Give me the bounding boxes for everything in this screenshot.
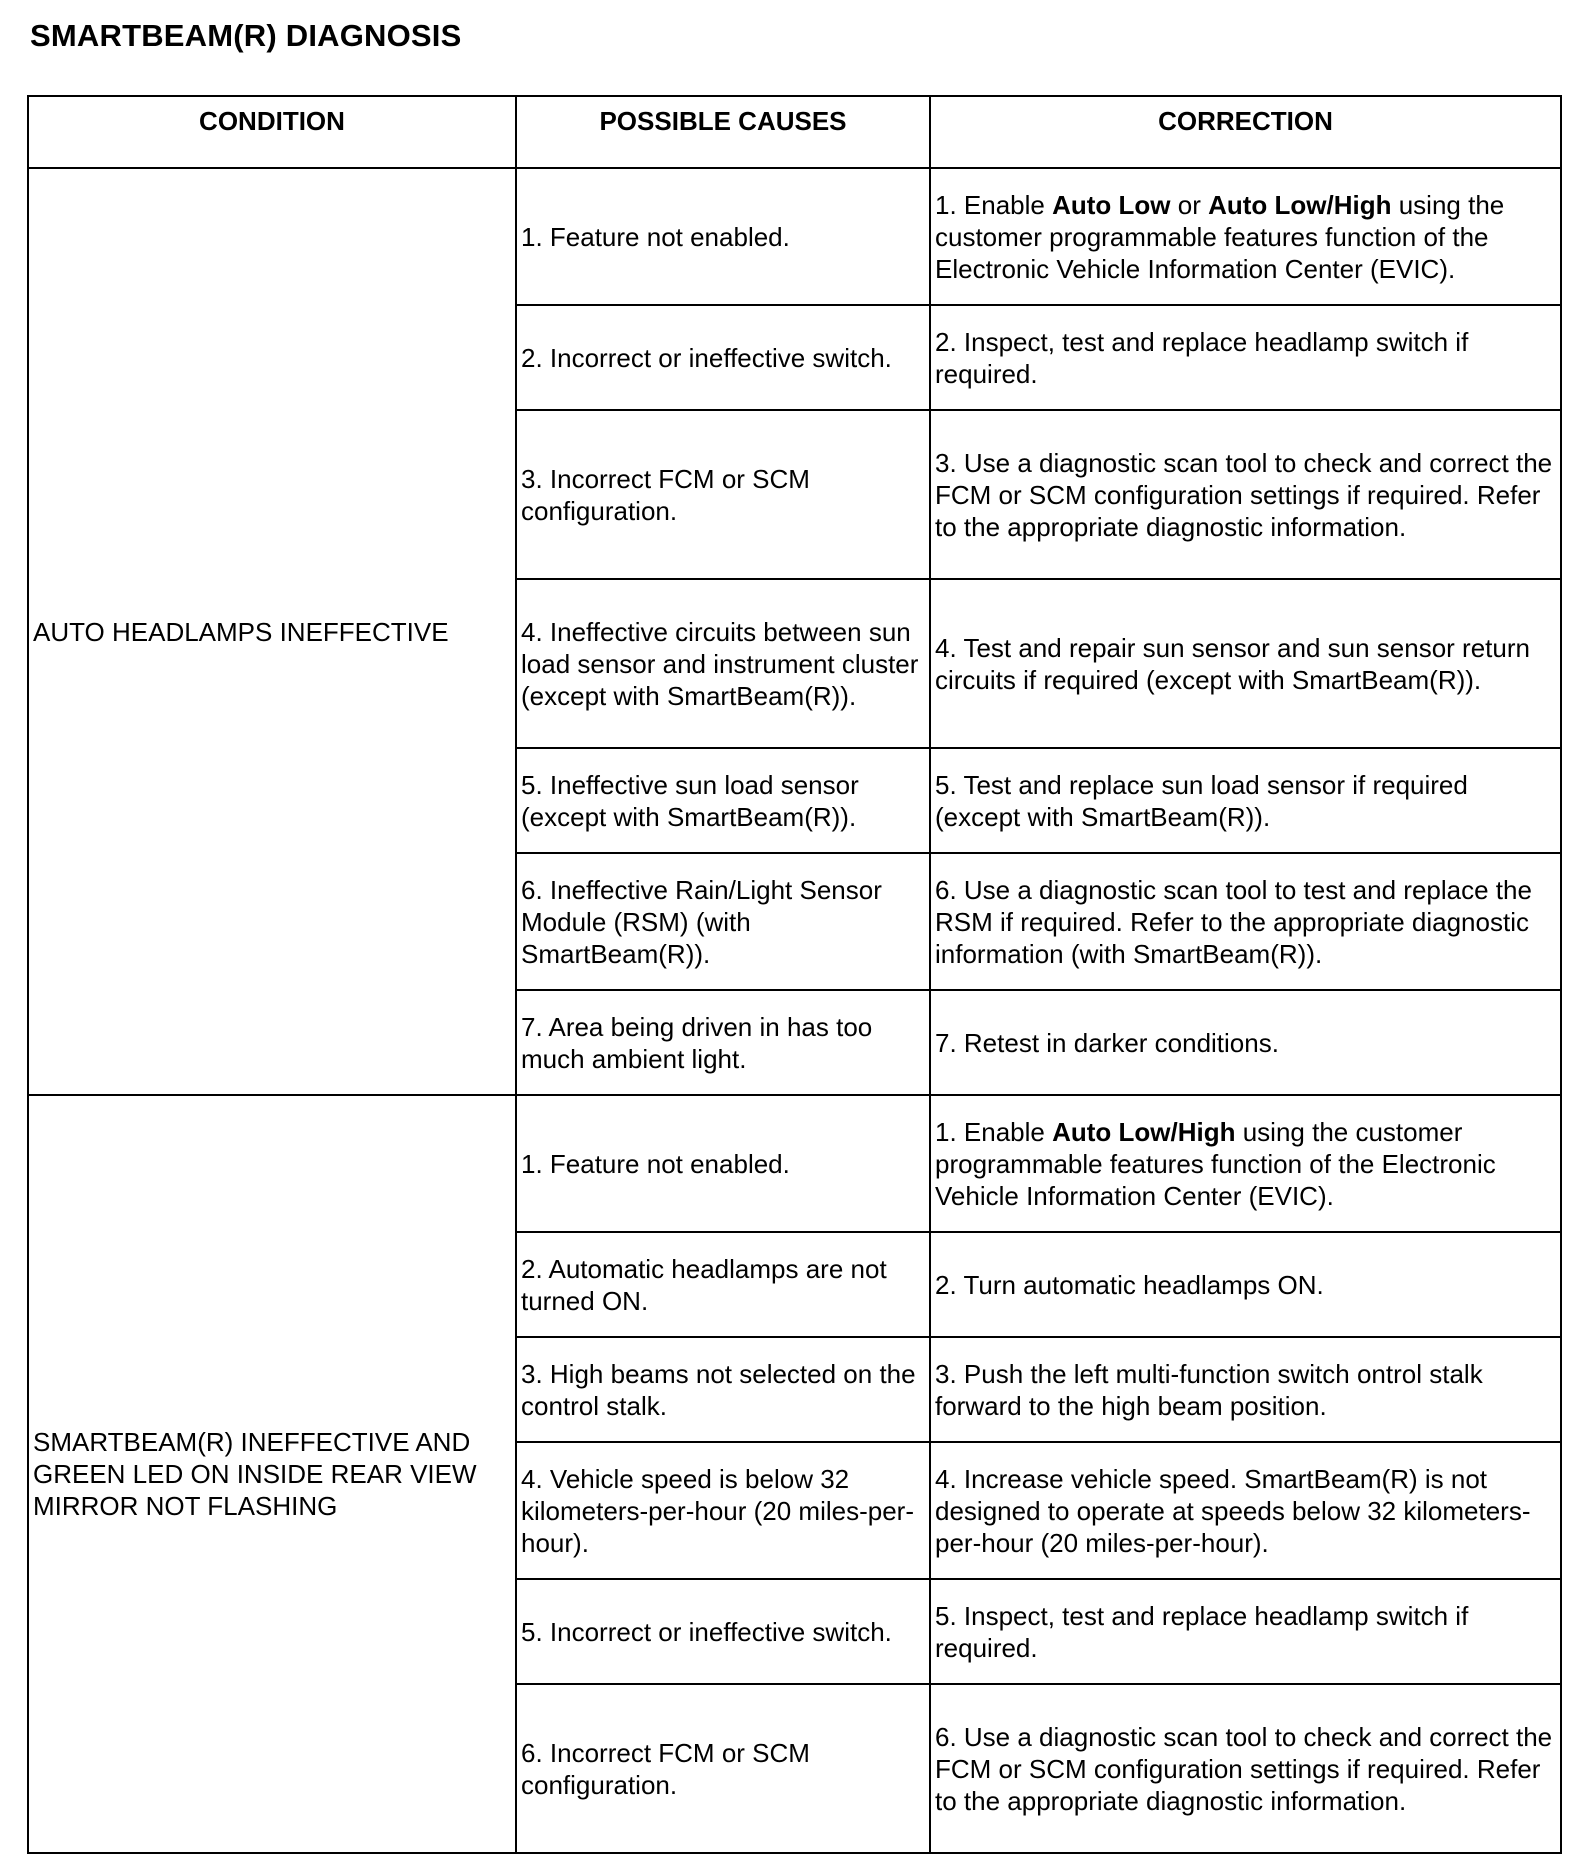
cause-cell: 7. Area being driven in has too much ambient light.	[516, 990, 930, 1095]
correction-cell	[930, 305, 1561, 410]
correction-cell	[930, 1579, 1561, 1684]
table-row	[28, 1095, 1561, 1232]
diagnosis-table	[27, 95, 1562, 1854]
correction-cell	[930, 1442, 1561, 1579]
correction-text: using the customer programmable features function of the Electronic Vehicle Information Center (EVIC).	[935, 189, 1505, 284]
correction-text: using the customer programmable features function of the Electronic Vehicle Information Center (EVIC).	[935, 1116, 1496, 1211]
cause-cell: 3. High beams not selected on the control stalk.	[516, 1337, 930, 1442]
correction-text: 1. Enable	[935, 1116, 1053, 1147]
condition-cell: AUTO HEADLAMPS INEFFECTIVE	[28, 168, 516, 1095]
correction-text: or	[1170, 189, 1209, 220]
correction-cell	[930, 1337, 1561, 1442]
table-row	[28, 168, 1561, 305]
correction-text: 7. Retest in darker conditions.	[935, 1027, 1279, 1058]
correction-cell	[930, 990, 1561, 1095]
correction-cell	[930, 1095, 1561, 1232]
correction-text: 6. Use a diagnostic scan tool to check and correct the FCM or SCM configuration settings if required. Refer to the appropriate diagnostic information.	[935, 1721, 1553, 1816]
cause-cell: 2. Automatic headlamps are not turned ON.	[516, 1232, 930, 1337]
correction-text: 3. Use a diagnostic scan tool to check and correct the FCM or SCM configuration settings if required. Refer to the appropriate diagnostic information.	[935, 447, 1553, 542]
correction-text: 1. Enable	[935, 189, 1053, 220]
condition-cell: SMARTBEAM(R) INEFFECTIVE AND GREEN LED ON INSIDE REAR VIEW MIRROR NOT FLASHING	[28, 1095, 516, 1853]
cause-cell: 4. Ineffective circuits between sun load sensor and instrument cluster (except with SmartBeam(R)).	[516, 579, 930, 748]
correction-text: 4. Test and repair sun sensor and sun sensor return circuits if required (except with SmartBeam(R)).	[935, 632, 1530, 695]
correction-text: 2. Inspect, test and replace headlamp switch if required.	[935, 326, 1469, 389]
correction-cell	[930, 1684, 1561, 1853]
cause-cell: 1. Feature not enabled.	[516, 168, 930, 305]
page-title: SMARTBEAM(R) DIAGNOSIS	[30, 18, 462, 53]
condition-header: CONDITION	[28, 96, 516, 168]
cause-cell: 5. Incorrect or ineffective switch.	[516, 1579, 930, 1684]
correction-header: CORRECTION	[930, 96, 1561, 168]
correction-cell	[930, 1232, 1561, 1337]
correction-text: 5. Test and replace sun load sensor if required (except with SmartBeam(R)).	[935, 769, 1468, 832]
cause-cell: 2. Incorrect or ineffective switch.	[516, 305, 930, 410]
correction-cell	[930, 853, 1561, 990]
correction-bold-text: Auto Low/High	[1052, 1116, 1236, 1147]
cause-cell: 5. Ineffective sun load sensor (except with SmartBeam(R)).	[516, 748, 930, 853]
cause-cell: 6. Ineffective Rain/Light Sensor Module (RSM) (with SmartBeam(R)).	[516, 853, 930, 990]
correction-text: 2. Turn automatic headlamps ON.	[935, 1269, 1324, 1300]
correction-cell	[930, 748, 1561, 853]
diagnosis-body	[28, 168, 1561, 1853]
correction-text: 4. Increase vehicle speed. SmartBeam(R) is not designed to operate at speeds below 32 kilometers-per-hour (20 miles-per-hour).	[935, 1463, 1531, 1558]
correction-cell	[930, 579, 1561, 748]
header-row	[28, 96, 1561, 168]
correction-cell	[930, 168, 1561, 305]
cause-cell: 3. Incorrect FCM or SCM configuration.	[516, 410, 930, 579]
cause-cell: 4. Vehicle speed is below 32 kilometers-per-hour (20 miles-per-hour).	[516, 1442, 930, 1579]
correction-text: 3. Push the left multi-function switch ontrol stalk forward to the high beam position.	[935, 1358, 1483, 1421]
correction-cell	[930, 410, 1561, 579]
correction-text: 5. Inspect, test and replace headlamp switch if required.	[935, 1600, 1469, 1663]
cause-cell: 1. Feature not enabled.	[516, 1095, 930, 1232]
correction-bold-text: Auto Low/High	[1208, 189, 1392, 220]
correction-text: 6. Use a diagnostic scan tool to test and replace the RSM if required. Refer to the appropriate diagnostic information (with SmartBeam(R)).	[935, 874, 1532, 969]
cause-cell: 6. Incorrect FCM or SCM configuration.	[516, 1684, 930, 1853]
correction-bold-text: Auto Low	[1052, 189, 1171, 220]
causes-header: POSSIBLE CAUSES	[516, 96, 930, 168]
